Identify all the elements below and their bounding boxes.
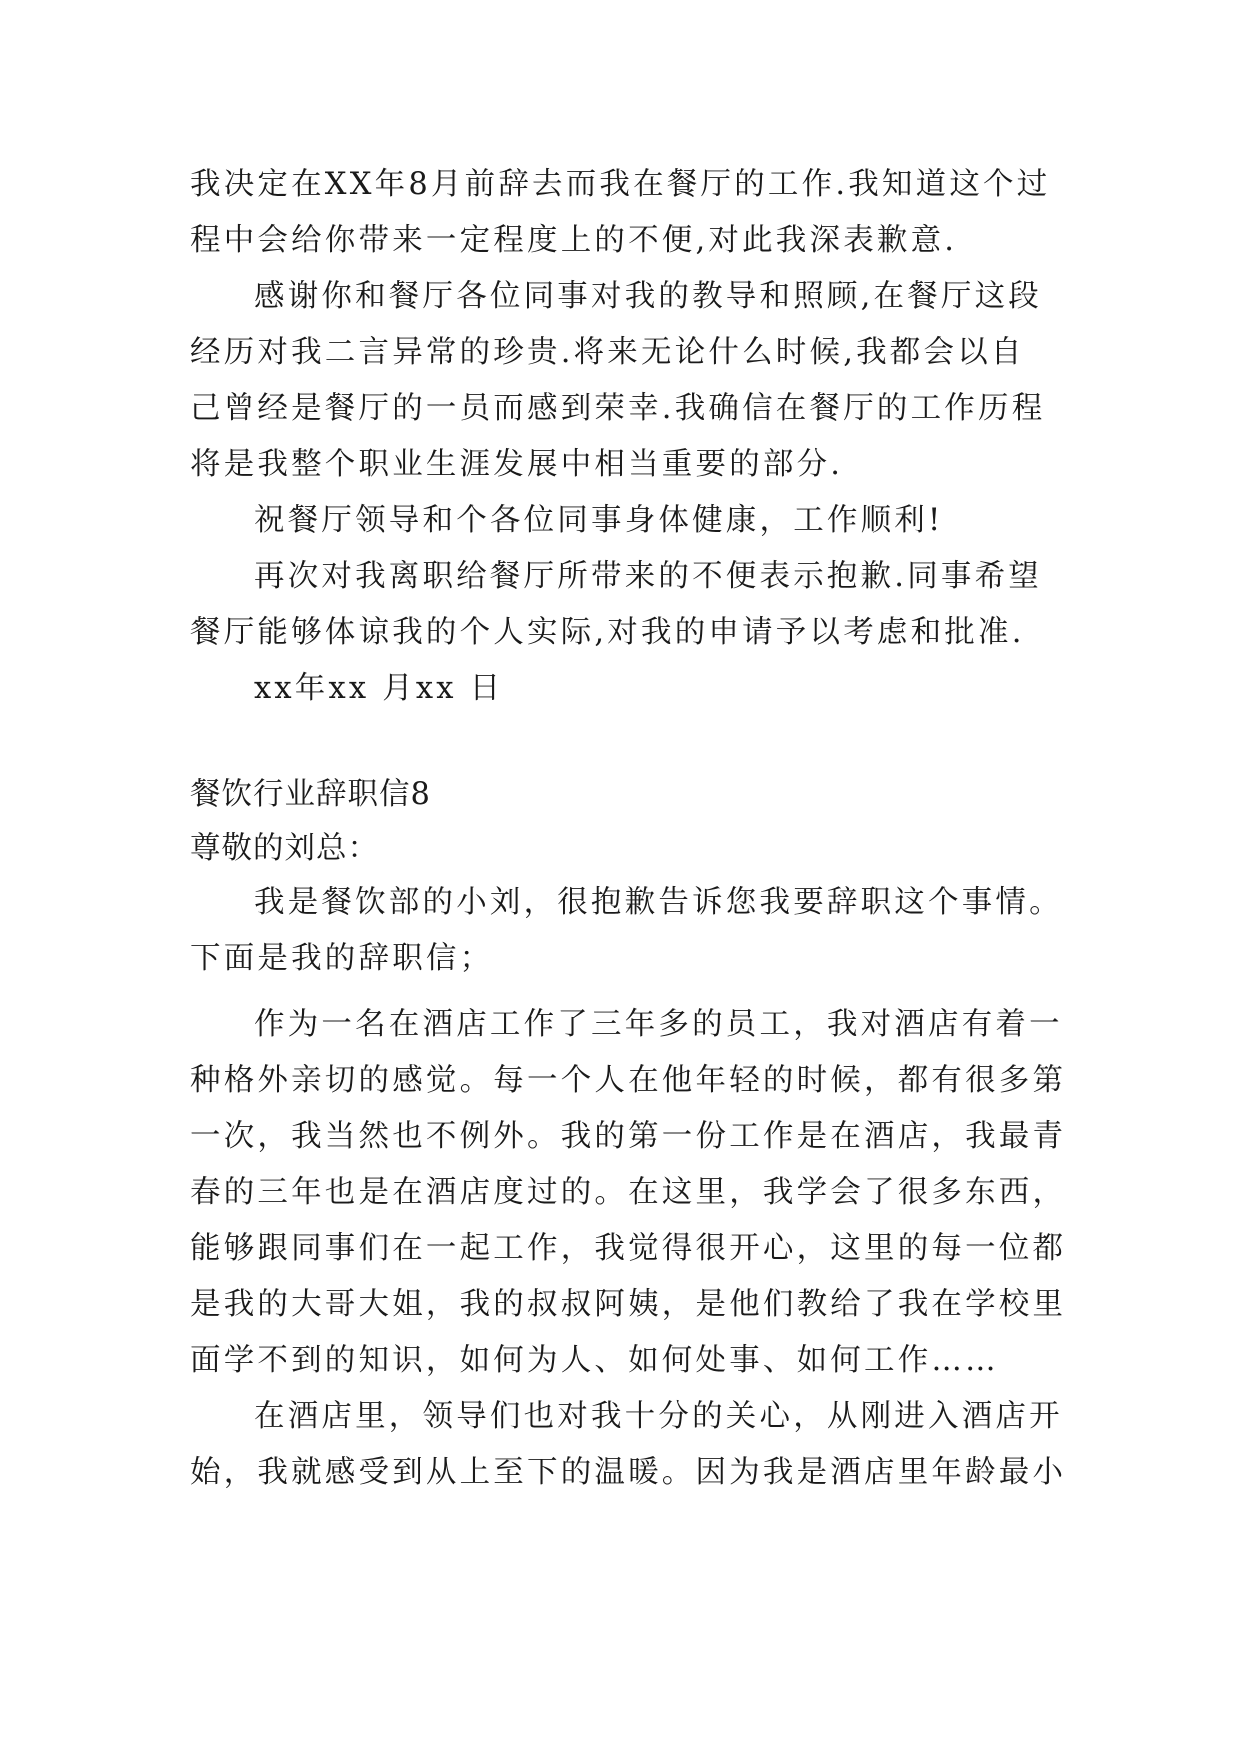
text-line: 程中会给你带来一定程度上的不便,对此我深表歉意.: [190, 223, 958, 258]
text-line: 我是餐饮部的小刘，很抱歉告诉您我要辞职这个事情。: [254, 885, 1063, 920]
text-line: 再次对我离职给餐厅所带来的不便表示抱歉.同事希望: [254, 559, 1042, 594]
text-line: 我决定在XX年8月前辞去而我在餐厅的工作.我知道这个过: [190, 167, 1051, 202]
text-line: 在酒店里，领导们也对我十分的关心，从刚进入酒店开: [254, 1399, 1063, 1434]
text-line: 经历对我二言异常的珍贵.将来无论什么时候,我都会以自: [190, 335, 1025, 370]
letter-title: 餐饮行业辞职信8: [190, 777, 431, 812]
text-line: 种格外亲切的感觉。每一个人在他年轻的时候，都有很多第: [190, 1063, 1067, 1098]
text-line: 餐厅能够体谅我的个人实际,对我的申请予以考虑和批准.: [190, 615, 1025, 650]
date-line: xx年xx 月xx 日: [254, 671, 504, 706]
text-line: 是我的大哥大姐，我的叔叔阿姨，是他们教给了我在学校里: [190, 1287, 1067, 1322]
text-line: 作为一名在酒店工作了三年多的员工，我对酒店有着一: [254, 1007, 1063, 1042]
text-line: 能够跟同事们在一起工作，我觉得很开心，这里的每一位都: [190, 1231, 1067, 1266]
text-line: 春的三年也是在酒店度过的。在这里，我学会了很多东西，: [190, 1175, 1067, 1210]
text-line: 面学不到的知识，如何为人、如何处事、如何工作……: [190, 1343, 999, 1378]
text-line: 己曾经是餐厅的一员而感到荣幸.我确信在餐厅的工作历程: [190, 391, 1046, 426]
text-line: 感谢你和餐厅各位同事对我的教导和照顾,在餐厅这段: [254, 279, 1042, 314]
salutation: 尊敬的刘总：: [190, 831, 379, 866]
text-line: 下面是我的辞职信；: [190, 941, 494, 976]
text-line: 祝餐厅领导和个各位同事身体健康，工作顺利!: [254, 503, 944, 538]
text-line: 将是我整个职业生涯发展中相当重要的部分.: [190, 447, 844, 482]
text-line: 一次，我当然也不例外。我的第一份工作是在酒店，我最青: [190, 1119, 1067, 1154]
text-line: 始，我就感受到从上至下的温暖。因为我是酒店里年龄最小: [190, 1455, 1067, 1490]
